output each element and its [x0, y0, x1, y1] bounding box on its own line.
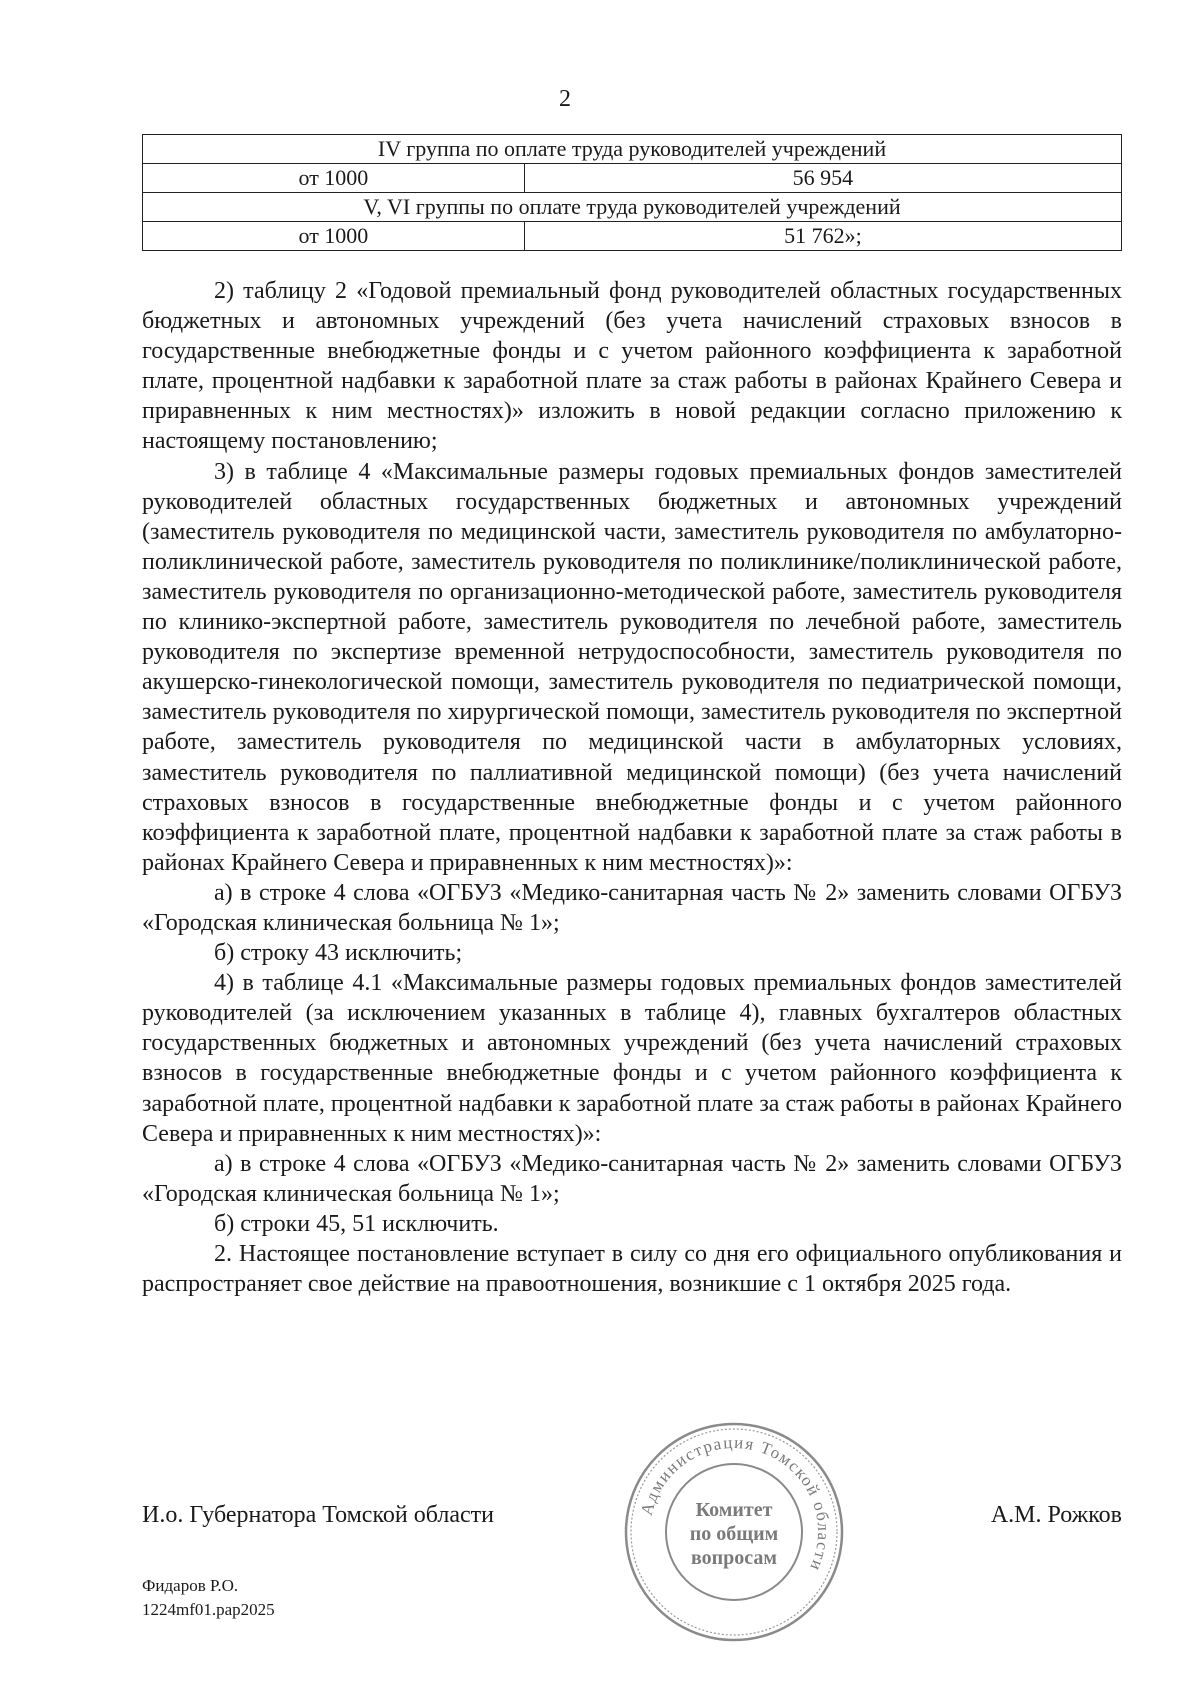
page-number: 2	[559, 86, 571, 112]
table-group-heading: V, VI группы по оплате труда руководителей учреждений	[143, 193, 1122, 222]
table-cell-amount: 56 954	[524, 164, 1121, 193]
document-body	[142, 276, 1122, 1299]
footer-file-code: 1224mf01.pap2025	[142, 1600, 275, 1619]
stamp-line: вопросам	[690, 1547, 778, 1569]
table-row	[143, 222, 1122, 251]
table-group-heading: IV группа по оплате труда руководителей учреждений	[143, 135, 1122, 164]
footer-author: Фидаров Р.О.	[142, 1576, 239, 1595]
paragraph-subitem-b: б) строки 45, 51 исключить.	[214, 1210, 499, 1237]
table-cell-amount: 51 762»;	[524, 222, 1121, 251]
stamp-line: по общим	[689, 1523, 779, 1545]
paragraph-subitem-a: а) в строке 4 слова «ОГБУЗ «Медико-санитарная часть № 2» заменить словами ОГБУЗ «Городская клиническая больница № 1»;	[142, 1150, 1122, 1207]
pay-group-table	[142, 134, 1122, 251]
paragraph-effective-date: 2. Настоящее постановление вступает в силу со дня его официального опубликования и распространяет свое действие на правоотношения, возникшие с 1 октября 2025 года.	[142, 1241, 1122, 1298]
table-group-row	[143, 135, 1122, 164]
table-row	[143, 164, 1122, 193]
paragraph-subitem-b: б) строку 43 исключить;	[214, 940, 463, 967]
official-stamp	[620, 1418, 848, 1646]
paragraph-item-2: 2) таблицу 2 «Годовой премиальный фонд руководителей областных государственных бюджетных и автономных учреждений (без учета начислений страховых взносов в государственные внебюджетные фонды и с учетом районного коэффициента к заработной плате, процентной надбавки к заработной плате за стаж работы в районах Крайнего Севера и приравненных к ним местностях)» изложить в новой редакции согласно приложению к настоящему постановлению;	[142, 278, 1122, 455]
signatory-name: А.М. Рожков	[990, 1502, 1122, 1528]
paragraph-item-3: 3) в таблице 4 «Максимальные размеры годовых премиальных фондов заместителей руководителей областных государственных бюджетных и автономных учреждений (заместитель руководителя по медицинской части, заместитель руководителя по амбулаторно-поликлинической работе, заместитель руководителя по поликлинике/поликлинической работе, заместитель руководителя по организационно-методической работе, заместитель руководителя по клинико-экспертной работе, заместитель руководителя по лечебной работе, заместитель руководителя по экспертизе временной нетрудоспособности, заместитель руководителя по акушерско-гинекологической помощи, заместитель руководителя по педиатрической помощи, заместитель руководителя по хирургической помощи, заместитель руководителя по экспертной работе, заместитель руководителя по медицинской части в амбулаторных условиях, заместитель руководителя по паллиативной медицинской помощи) (без учета начислений страховых взносов в государственные внебюджетные фонды и с учетом районного коэффициента к заработной плате, процентной надбавки к заработной плате за стаж работы в районах Крайнего Севера и приравненных к ним местностях)»:	[142, 458, 1122, 876]
signatory-title: И.о. Губернатора Томской области	[142, 1502, 494, 1528]
table-group-row	[143, 193, 1122, 222]
table-cell-range: от 1000	[143, 222, 525, 251]
paragraph-subitem-a: а) в строке 4 слова «ОГБУЗ «Медико-санитарная часть № 2» заменить словами ОГБУЗ «Городская клиническая больница № 1»;	[142, 879, 1122, 936]
document-footer	[142, 1574, 275, 1622]
table-cell-range: от 1000	[143, 164, 525, 193]
stamp-outer-text: Администрация Томской области	[636, 1432, 834, 1575]
paragraph-item-4: 4) в таблице 4.1 «Максимальные размеры годовых премиальных фондов заместителей руководителей (за исключением указанных в таблице 4), главных бухгалтеров областных государственных бюджетных и автономных учреждений (без учета начислений страховых взносов в государственные внебюджетные фонды и с учетом районного коэффициента к заработной плате, процентной надбавки к заработной плате за стаж работы в районах Крайнего Севера и приравненных к ним местностях)»:	[142, 970, 1122, 1147]
stamp-line: Комитет	[695, 1499, 773, 1521]
